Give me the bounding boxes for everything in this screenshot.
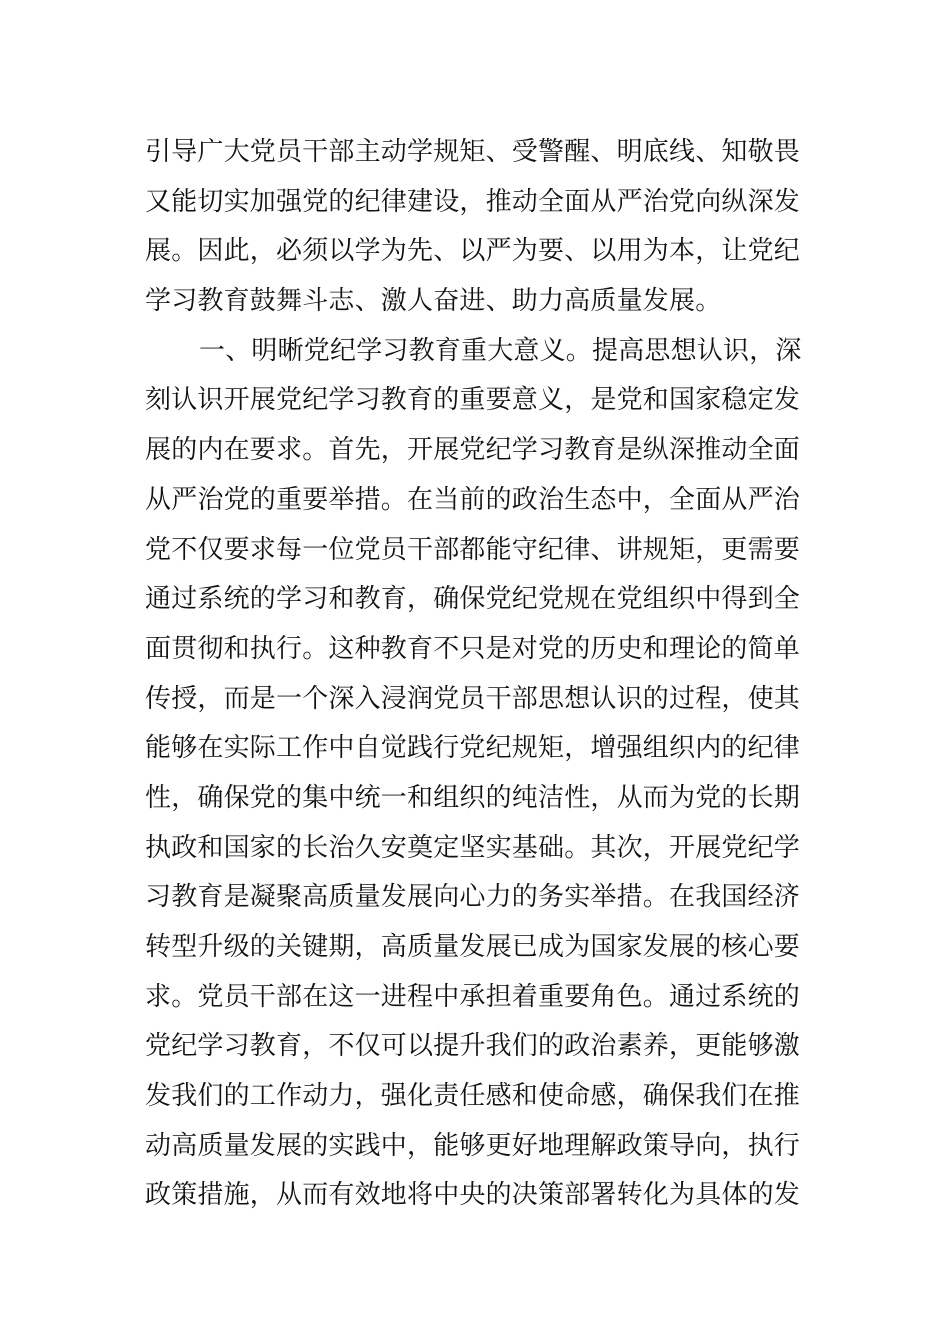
text-line: 能够在实际工作中自觉践行党纪规矩，增强组织内的纪律 — [145, 733, 801, 764]
text-line: 学习教育鼓舞斗志、激人奋进、助力高质量发展。 — [145, 286, 722, 317]
text-line: 执政和国家的长治久安奠定坚实基础。其次，开展党纪学 — [145, 832, 801, 863]
text-line: 展的内在要求。首先，开展党纪学习教育是纵深推动全面 — [145, 435, 801, 466]
text-line: 从严治党的重要举措。在当前的政治生态中，全面从严治 — [145, 484, 801, 515]
text-line: 性，确保党的集中统一和组织的纯洁性，从而为党的长期 — [145, 782, 801, 813]
text-line: 刻认识开展党纪学习教育的重要意义，是党和国家稳定发 — [145, 385, 801, 416]
text-line: 展。因此，必须以学为先、以严为要、以用为本，让党纪 — [145, 236, 801, 267]
text-line: 党不仅要求每一位党员干部都能守纪律、讲规矩，更需要 — [145, 534, 801, 565]
text-line: 动高质量发展的实践中，能够更好地理解政策导向，执行 — [145, 1130, 801, 1161]
text-line: 通过系统的学习和教育，确保党纪党规在党组织中得到全 — [145, 584, 801, 615]
text-line: 党纪学习教育，不仅可以提升我们的政治素养，更能够激 — [145, 1031, 801, 1062]
section-heading-line: 一、明晰党纪学习教育重大意义。提高思想认识，深 — [199, 335, 802, 366]
text-line: 又能切实加强党的纪律建设，推动全面从严治党向纵深发 — [145, 186, 801, 217]
body-text — [145, 128, 810, 1221]
text-line: 习教育是凝聚高质量发展向心力的务实举措。在我国经济 — [145, 882, 801, 913]
text-line: 发我们的工作动力，强化责任感和使命感，确保我们在推 — [145, 1081, 801, 1112]
text-line: 政策措施，从而有效地将中央的决策部署转化为具体的发 — [145, 1180, 801, 1211]
text-line: 面贯彻和执行。这种教育不只是对党的历史和理论的简单 — [145, 633, 801, 664]
text-line: 传授，而是一个深入浸润党员干部思想认识的过程，使其 — [145, 683, 801, 714]
text-line: 转型升级的关键期，高质量发展已成为国家发展的核心要 — [145, 932, 801, 962]
text-line: 求。党员干部在这一进程中承担着重要角色。通过系统的 — [145, 981, 801, 1012]
text-line: 引导广大党员干部主动学规矩、受警醒、明底线、知敬畏 — [145, 137, 801, 167]
